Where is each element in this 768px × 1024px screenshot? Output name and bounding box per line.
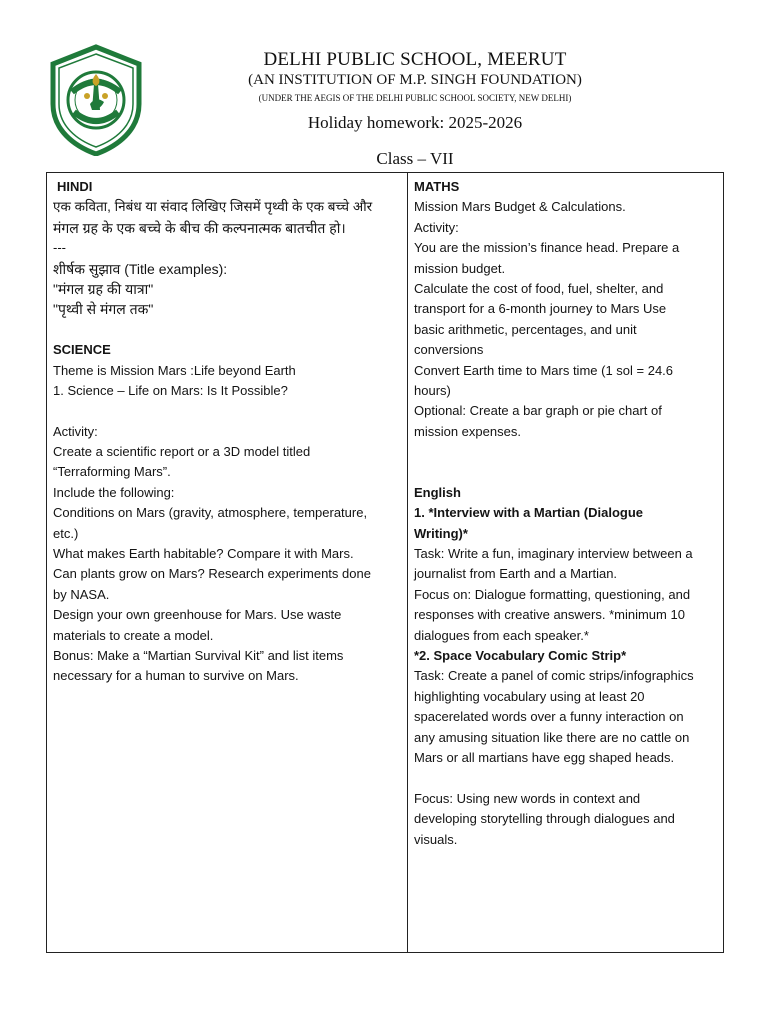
aegis-line: (UNDER THE AEGIS OF THE DELHI PUBLIC SCHOOL SOCIETY, NEW DELHI) xyxy=(258,93,572,103)
english-line: responses with creative answers. *minimum 10 xyxy=(414,607,685,623)
english-focus-line: developing storytelling through dialogues and xyxy=(414,811,675,827)
school-crest-icon xyxy=(48,44,144,156)
maths-line: basic arithmetic, percentages, and unit xyxy=(414,321,637,337)
english-line: Mars or all martians have egg shaped heads. xyxy=(414,749,675,765)
maths-line: You are the mission’s finance head. Prepare a xyxy=(414,240,680,256)
science-line: 1. Science – Life on Mars: Is It Possible? xyxy=(53,382,288,398)
homework-title: Holiday homework: 2025-2026 xyxy=(307,113,523,132)
maths-line: transport for a 6-month journey to Mars Use xyxy=(414,301,667,317)
english-focus-line: visuals. xyxy=(414,831,458,847)
science-line: materials to create a model. xyxy=(53,627,214,643)
spacer xyxy=(414,462,719,482)
spacer xyxy=(414,442,719,462)
hindi-line: शीर्षक सुझाव (Title examples): xyxy=(53,260,228,277)
class-label: Class – VII xyxy=(376,149,454,168)
english-line: spacerelated words over a funny interaction on xyxy=(414,709,684,725)
science-line: necessary for a human to survive on Mars. xyxy=(53,668,299,684)
english-focus-line: Focus: Using new words in context and xyxy=(414,790,641,806)
hindi-heading: HINDI xyxy=(57,179,93,194)
english-task1-title: Writing)* xyxy=(414,525,468,541)
school-name: DELHI PUBLIC SCHOOL, MEERUT xyxy=(263,49,567,70)
right-column xyxy=(414,177,719,850)
science-line: by NASA. xyxy=(53,586,110,602)
english-line: highlighting vocabulary using at least 20 xyxy=(414,688,645,704)
science-line: Create a scientific report or a 3D model titled xyxy=(53,444,311,460)
homework-table xyxy=(46,172,724,953)
institution-line: (AN INSTITUTION OF M.P. SINGH FOUNDATION) xyxy=(248,72,582,88)
maths-line: Mission Mars Budget & Calculations. xyxy=(414,199,626,215)
english-line: dialogues from each speaker.* xyxy=(414,627,589,643)
hindi-line: --- xyxy=(53,240,66,256)
spacer xyxy=(53,320,399,340)
english-heading: English xyxy=(414,484,461,500)
column-divider xyxy=(407,173,408,952)
science-line: Conditions on Mars (gravity, atmosphere, temperature, xyxy=(53,505,368,521)
english-task2-title: *2. Space Vocabulary Comic Strip* xyxy=(414,647,627,663)
english-line: Task: Write a fun, imaginary interview between a xyxy=(414,546,693,562)
maths-heading: MATHS xyxy=(414,179,460,194)
hindi-line: "मंगल ग्रह की यात्रा" xyxy=(53,280,154,297)
science-heading: SCIENCE xyxy=(53,342,111,358)
hindi-line: एक कविता, निबंध या संवाद लिखिए जिसमें पृथ्वी के एक बच्चे और xyxy=(53,199,373,215)
science-line: “Terraforming Mars”. xyxy=(53,464,171,480)
science-line: Bonus: Make a “Martian Survival Kit” and list items xyxy=(53,647,344,663)
science-line xyxy=(53,401,399,421)
science-line: Activity: xyxy=(53,423,98,439)
english-task1-title: 1. *Interview with a Martian (Dialogue xyxy=(414,505,643,521)
hindi-line: मंगल ग्रह के एक बच्चे के बीच की कल्पनात्मक बातचीत हो। xyxy=(53,219,346,236)
maths-line: Calculate the cost of food, fuel, shelter, and xyxy=(414,280,664,296)
maths-line: mission expenses. xyxy=(414,423,521,439)
science-line: Design your own greenhouse for Mars. Use waste xyxy=(53,607,342,623)
left-column xyxy=(53,177,399,687)
maths-line: Optional: Create a bar graph or pie chart of xyxy=(414,403,662,419)
science-line: Theme is Mission Mars :Life beyond Earth xyxy=(53,362,296,378)
english-line: any amusing situation like there are no cattle on xyxy=(414,729,690,745)
maths-line: mission budget. xyxy=(414,260,506,276)
maths-line: conversions xyxy=(414,342,484,358)
english-line: Task: Create a panel of comic strips/infographics xyxy=(414,668,694,684)
science-line: Can plants grow on Mars? Research experiments done xyxy=(53,566,371,582)
maths-line: Convert Earth time to Mars time (1 sol = 24.6 xyxy=(414,362,674,378)
science-line: What makes Earth habitable? Compare it with Mars. xyxy=(53,546,354,562)
school-logo xyxy=(48,44,144,156)
maths-line: Activity: xyxy=(414,219,459,235)
maths-line: hours) xyxy=(414,382,451,398)
hindi-line: "पृथ्वी से मंगल तक" xyxy=(53,301,154,318)
english-line: Focus on: Dialogue formatting, questioning, and xyxy=(414,586,691,602)
english-line: journalist from Earth and a Martian. xyxy=(414,566,618,582)
spacer xyxy=(414,768,719,788)
science-line: Include the following: xyxy=(53,484,175,500)
science-line: etc.) xyxy=(53,525,79,541)
